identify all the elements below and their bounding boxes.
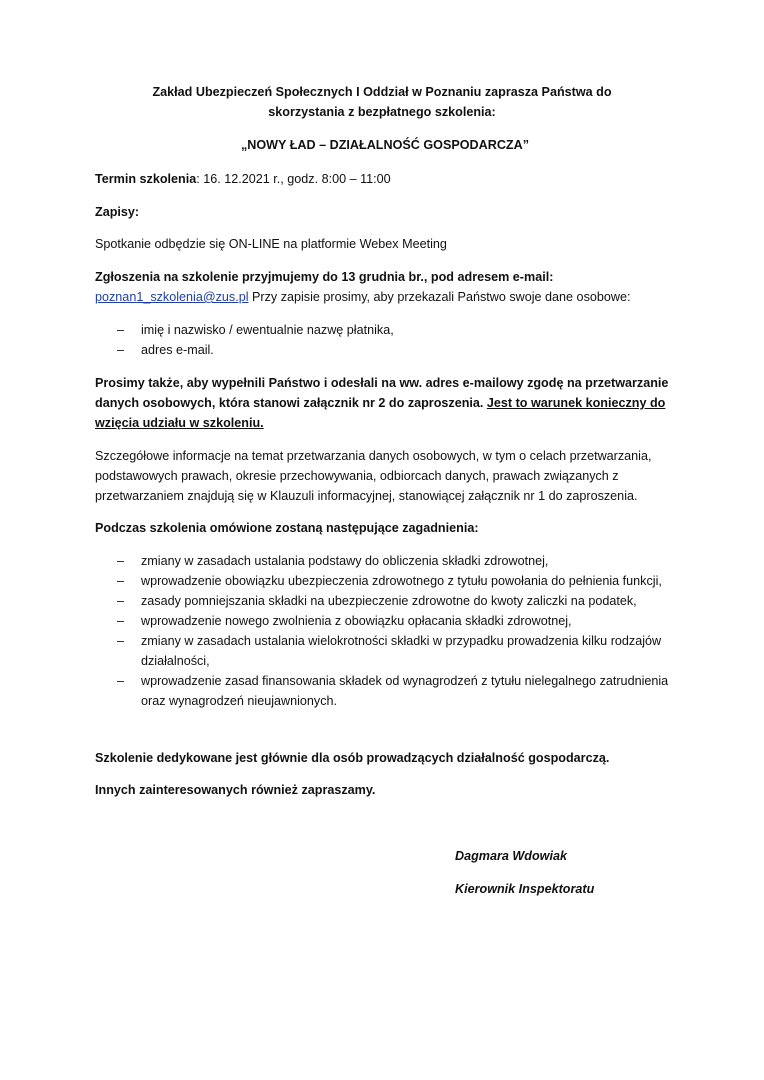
consent-requirement: Jest to warunek konieczny do wzięcia udziału w szkoleniu. bbox=[95, 396, 666, 430]
list-item: – wprowadzenie obowiązku ubezpieczenia zdrowotnego z tytułu powołania do pełnienia funkcji, bbox=[117, 571, 677, 591]
target-audience: Szkolenie dedykowane jest głównie dla osób prowadzących działalność gospodarczą. bbox=[95, 751, 610, 765]
training-date-label: Termin szkolenia bbox=[95, 172, 197, 186]
topics-heading: Podczas szkolenia omówione zostaną następujące zagadnienia: bbox=[95, 521, 479, 535]
consent-text: Prosimy także, aby wypełnili Państwo i odesłali na ww. adres e-mailowy zgodę na przetwarzanie danych osobowych, która stanowi załącznik nr 2 do zaproszenia. bbox=[95, 376, 669, 410]
dash-marker: – bbox=[117, 674, 125, 688]
registration-data-request: Przy zapisie prosimy, aby przekazali Państwo swoje dane osobowe: bbox=[248, 290, 631, 304]
registration-heading: Zapisy: bbox=[95, 205, 140, 219]
list-item: – zasady pomniejszania składki na ubezpieczenie zdrowotne do kwoty zaliczki na podatek, bbox=[117, 591, 677, 611]
dash-marker: – bbox=[117, 554, 125, 568]
personal-data-list bbox=[117, 320, 677, 360]
dash-marker: – bbox=[117, 594, 125, 608]
training-title: „NOWY ŁAD – DZIAŁALNOŚĆ GOSPODARCZA” bbox=[240, 138, 530, 152]
registration-deadline: Zgłoszenia na szkolenie przyjmujemy do 13 grudnia br., pod adresem e-mail: bbox=[95, 270, 554, 284]
list-item: – imię i nazwisko / ewentualnie nazwę płatnika, bbox=[117, 320, 677, 340]
dash-marker: – bbox=[117, 614, 125, 628]
dash-marker: – bbox=[117, 343, 125, 357]
signature-role: Kierownik Inspektoratu bbox=[455, 882, 595, 896]
list-item: – zmiany w zasadach ustalania podstawy do obliczenia składki zdrowotnej, bbox=[117, 551, 677, 571]
dash-marker: – bbox=[117, 574, 125, 588]
list-item: – wprowadzenie zasad finansowania składek od wynagrodzeń z tytułu nielegalnego zatrudnienia oraz wynagrodzeń nieujawnionych. bbox=[117, 671, 677, 711]
dash-marker: – bbox=[117, 323, 125, 337]
list-item: – wprowadzenie nowego zwolnienia z obowiązku opłacania składki zdrowotnej, bbox=[117, 611, 677, 631]
online-info: Spotkanie odbędzie się ON-LINE na platformie Webex Meeting bbox=[95, 237, 447, 251]
training-date-value: : 16. 12.2021 r., godz. 8:00 – 11:00 bbox=[196, 172, 391, 186]
registration-paragraph bbox=[95, 267, 675, 307]
invitation-intro: Zakład Ubezpieczeń Społecznych I Oddział w Poznaniu zaprasza Państwa do skorzystania z bezpłatnego szkolenia: bbox=[152, 85, 612, 119]
consent-paragraph bbox=[95, 373, 675, 433]
registration-email-link[interactable]: poznan1_szkolenia@zus.pl bbox=[95, 290, 249, 304]
dash-marker: – bbox=[117, 634, 125, 648]
topics-list bbox=[117, 551, 677, 711]
list-item: – zmiany w zasadach ustalania wielokrotności składki w przypadku prowadzenia kilku rodzajów działalności, bbox=[117, 631, 677, 671]
data-processing-info: Szczegółowe informacje na temat przetwarzania danych osobowych, w tym o celach przetwarzania, podstawowych prawach, okresie przechowywania, odbiorcach danych, prawach związanych z przetwarzaniem znajdują się w Klauzuli informacyjnej, stanowiącej załącznik nr 1 do zaproszenia. bbox=[95, 449, 652, 503]
signature-name: Dagmara Wdowiak bbox=[455, 849, 567, 863]
training-date bbox=[95, 169, 675, 189]
list-item: – adres e-mail. bbox=[117, 340, 677, 360]
closing-invitation: Innych zainteresowanych również zapraszamy. bbox=[95, 783, 376, 797]
